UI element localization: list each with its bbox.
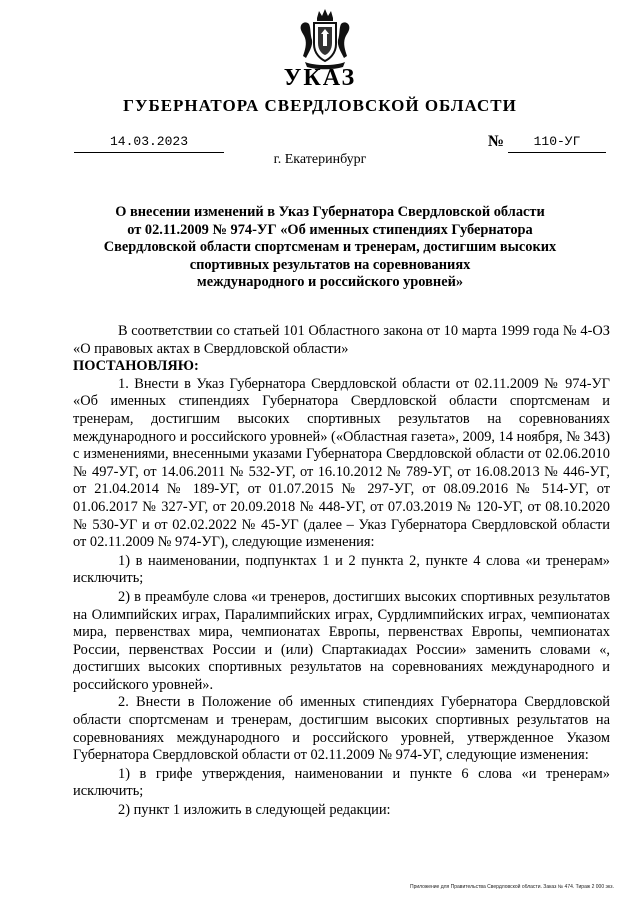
document-title: УКАЗ <box>283 65 357 91</box>
heading-line: Свердловской области спортсменам и тренерам, достигшим высоких <box>103 239 557 255</box>
issuer-title: ГУБЕРНАТОРА СВЕРДЛОВСКОЙ ОБЛАСТИ <box>123 96 517 115</box>
coat-of-arms-emblem <box>297 8 353 70</box>
decree-word: ПОСТАНОВЛЯЮ: <box>73 358 199 375</box>
body-paragraph: 2) пункт 1 изложить в следующей редакции: <box>118 802 391 819</box>
decree-heading <box>90 204 570 292</box>
body-paragraph: 2) в преамбуле слова «и тренеров, достигших высоких спортивных результатов на Олимпийских играх, Паралимпийских играх, Сурдлимпийских играх, чемпионатах мира, первенствах мира, чемпионатах Европы, первенствах Европы, чемпионатах России, первенствах России и (или) Спартакиадах России» заменить словами «, достигших высоких спортивных результатов на соревнованиях международного и российского уровней». <box>73 588 610 693</box>
city-line: г. Екатеринбург <box>273 152 367 167</box>
preamble-paragraph: В соответствии со статьей 101 Областного закона от 10 марта 1999 года № 4-ОЗ «О правовых актах в Свердловской области» <box>73 323 610 357</box>
heading-line: О внесении изменений в Указ Губернатора Свердловской области <box>115 204 545 220</box>
print-footer: Приложение для Правительства Свердловской области. Заказ № 474. Тираж 2 000 экз. <box>410 884 614 890</box>
body-paragraph: 2. Внести в Положение об именных стипендиях Губернатора Свердловской области спортсменам и тренерам, достигшим высоких спортивных результатов на соревнованиях международного и российского уровней, утвержденное Указом Губернатора Свердловской области от 02.11.2009 № 974-УГ, следующие изменения: <box>73 694 610 764</box>
heading-line: от 02.11.2009 № 974-УГ «Об именных стипендиях Губернатора <box>127 221 533 238</box>
decree-body <box>73 323 610 820</box>
decree-date: 14.03.2023 <box>74 134 224 153</box>
heading-line: спортивных результатов на соревнованиях <box>189 256 471 273</box>
body-paragraph: 1) в наименовании, подпунктах 1 и 2 пункта 2, пункте 4 слова «и тренерам» исключить; <box>73 552 610 587</box>
number-sign: № <box>488 133 505 150</box>
heading-line: международного и российского уровней» <box>196 274 464 290</box>
decree-number: 110-УГ <box>508 134 606 153</box>
body-paragraph: 1. Внести в Указ Губернатора Свердловской области от 02.11.2009 № 974-УГ «Об именных стипендиях Губернатора Свердловской области спортсменам и тренерам, достигшим высоких спортивных результатов на соревнованиях международного и российского уровней» («Областная газета», 2009, 14 ноября, № 343) с изменениями, внесенными указами Губернатора Свердловской области от 02.06.2010 № 497-УГ, от 14.06.2011 № 532-УГ, от 16.10.2012 № 789-УГ, от 16.08.2013 № 446-УГ, от 21.04.2014 № 189-УГ, от 01.07.2015 № 297-УГ, от 08.09.2016 № 514-УГ, от 01.06.2017 № 327-УГ, от 20.09.2018 № 448-УГ, от 07.03.2019 № 120-УГ, от 08.10.2020 № 530-УГ и от 02.02.2022 № 45-УГ (далее – Указ Губернатора Свердловской области от 02.11.2009 № 974-УГ), следующие изменения: <box>73 375 610 551</box>
body-paragraph: 1) в грифе утверждения, наименовании и пункте 6 слова «и тренерам» исключить; <box>73 765 610 800</box>
